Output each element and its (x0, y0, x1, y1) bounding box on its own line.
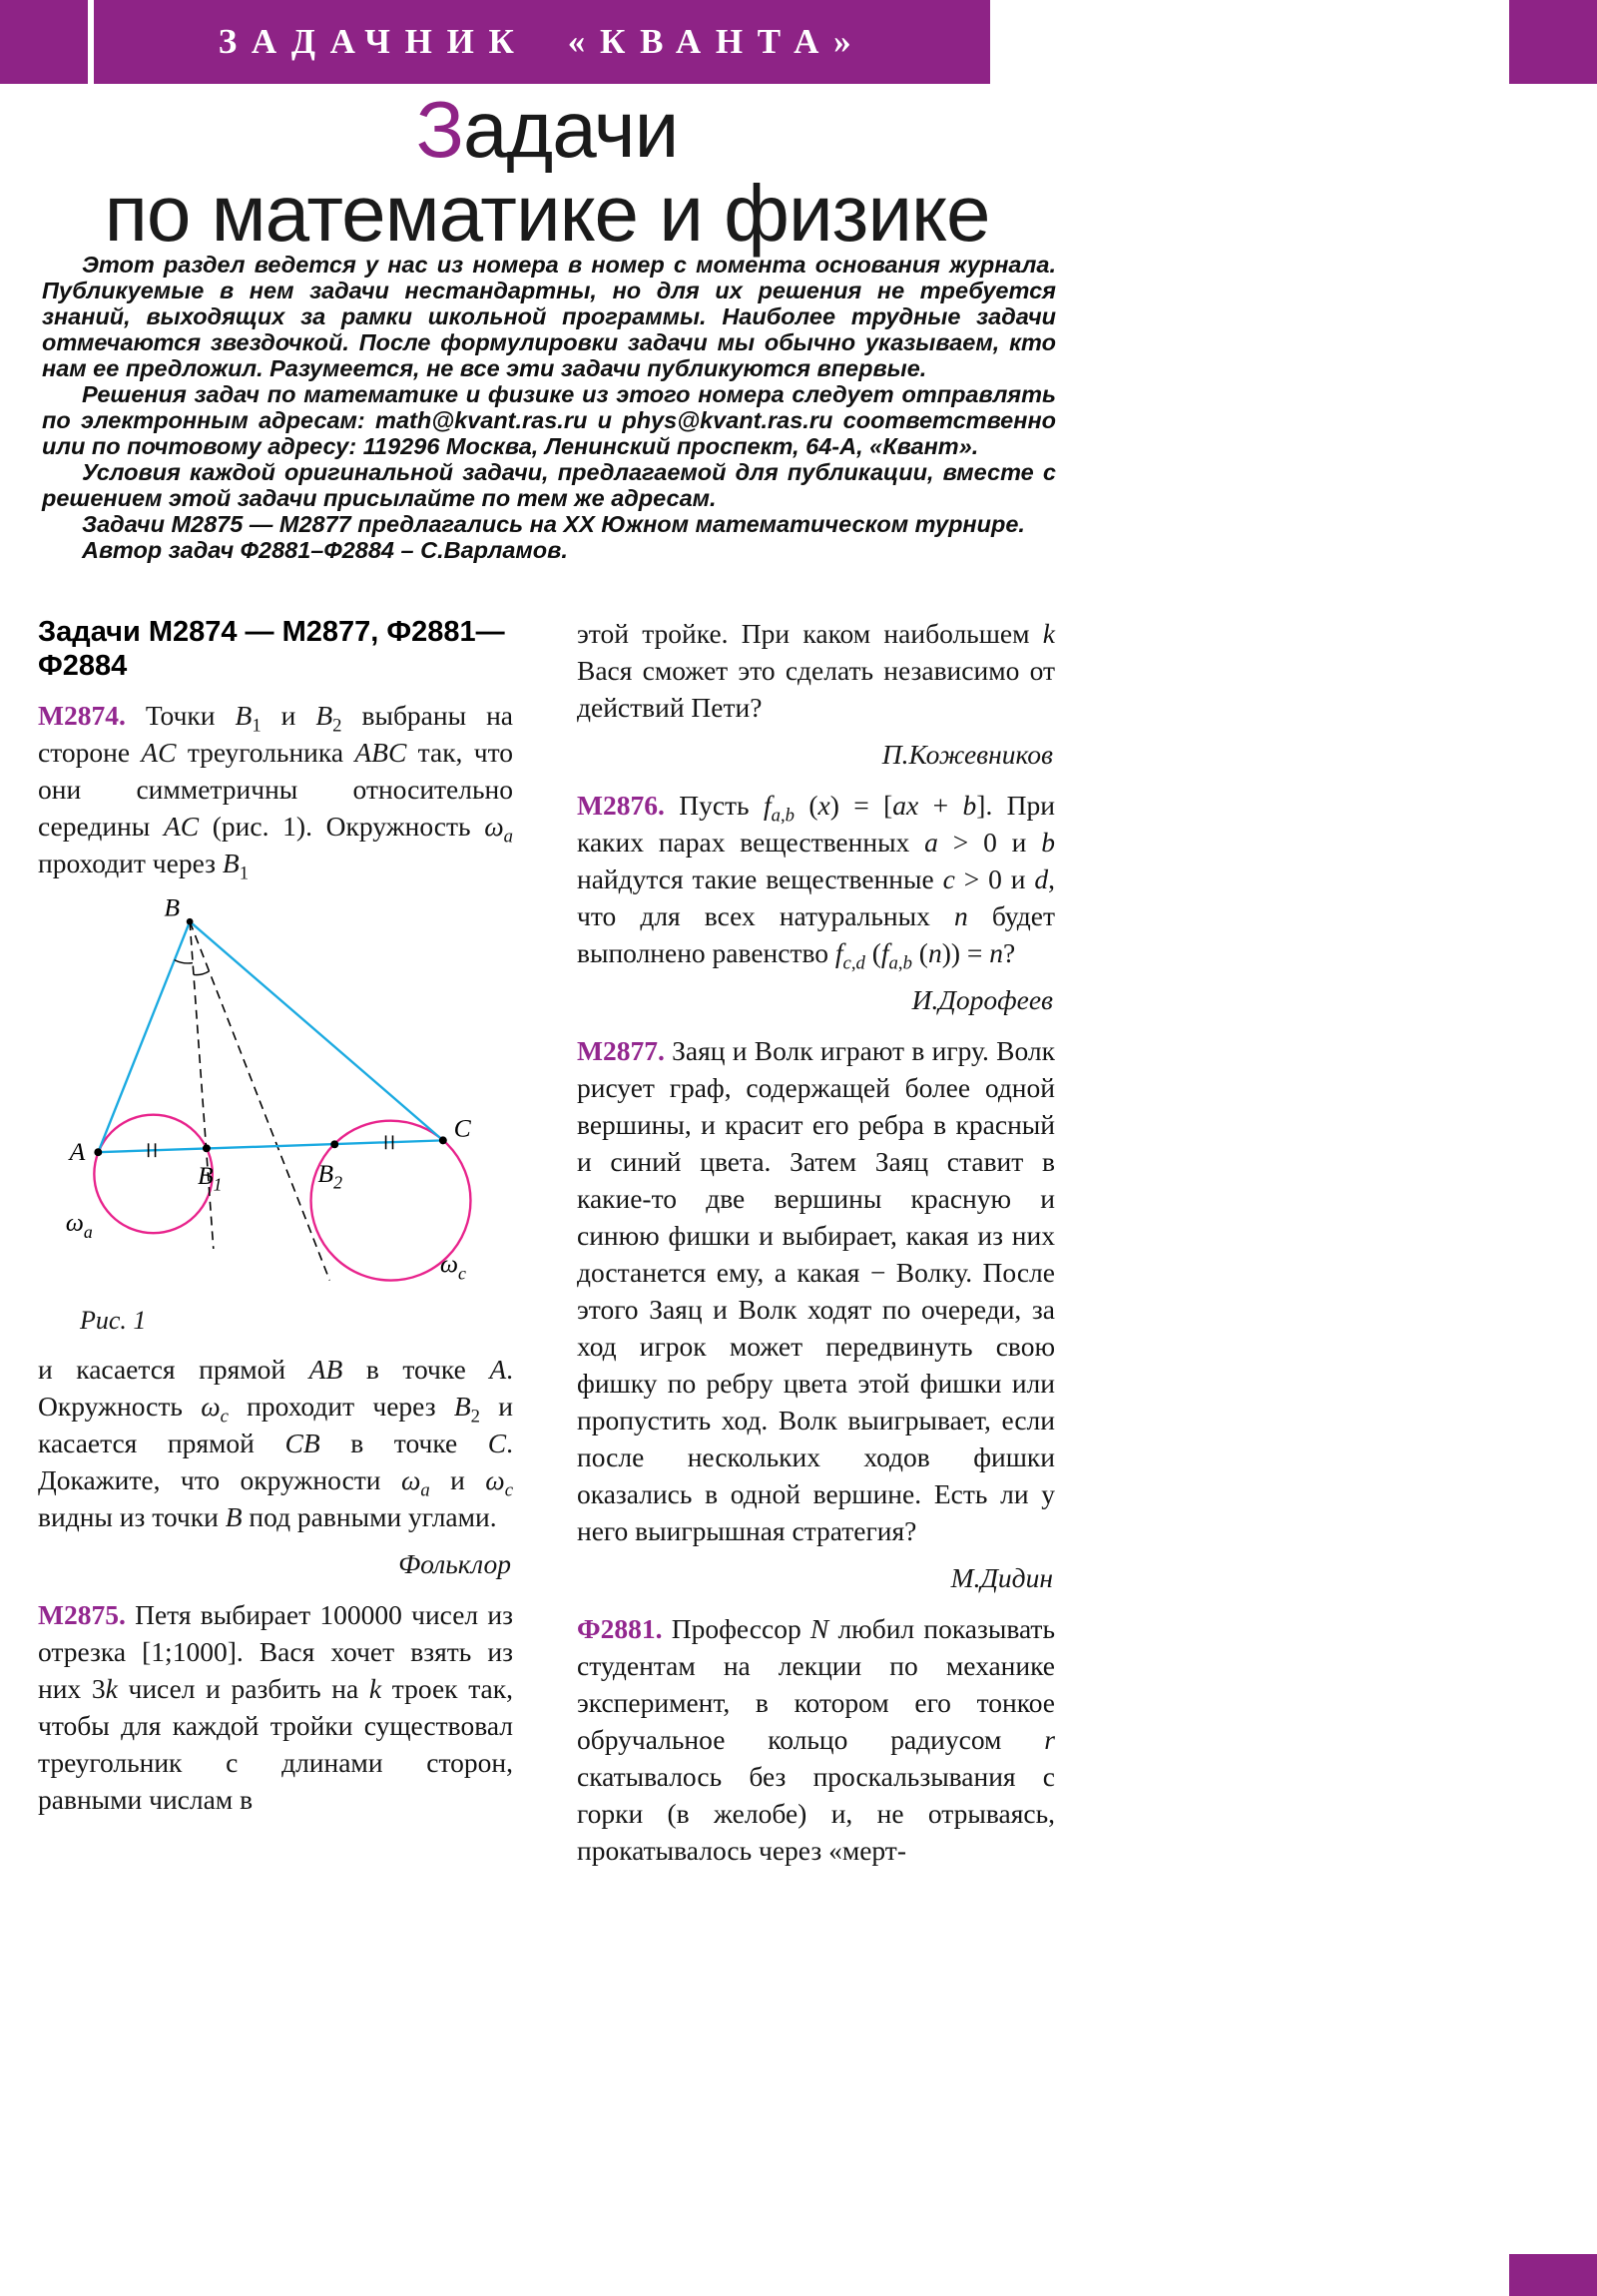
dashed-line-through-b1 (190, 921, 214, 1249)
corner-decoration-top-left (0, 0, 88, 84)
vertex-label-B: B (164, 893, 181, 922)
problem-m2875-text: Петя выбирает 100000 чисел из отрезка [1;1000]. Вася хочет взять из них 3k чисел и разбить на k троек так, чтобы для каждой тройки существовал треугольник с длинами сторон, равными числам в (38, 1599, 514, 1815)
intro-paragraph-3: Условия каждой оригинальной задачи, предлагаемой для публикации, вместе с решением этой задачи присылайте по тем же адресам. (42, 459, 1056, 511)
point-B (187, 918, 194, 925)
point-B1 (203, 1144, 211, 1152)
problem-m2877-label: М2877. (577, 1035, 665, 1066)
problem-m2877-author: М.Дидин (950, 1562, 1053, 1593)
right-column (577, 615, 1055, 1881)
problem-f2881-label: Ф2881. (577, 1613, 663, 1644)
circle-omega-a (94, 1115, 212, 1233)
problem-m2876 (577, 787, 1056, 974)
page-title-line1 (40, 85, 1054, 174)
point-A (94, 1148, 102, 1156)
problem-m2874 (38, 697, 513, 884)
point-label-B1: $B_1$ (198, 1160, 223, 1195)
corner-decoration-top-right (1509, 0, 1597, 84)
section-banner-title: ЗАДАЧНИК «КВАНТА» (218, 22, 866, 61)
vertex-label-C: C (453, 1113, 471, 1143)
problem-m2876-label: М2876. (577, 790, 665, 821)
problem-m2875-author: П.Кожевников (881, 739, 1053, 770)
intro-paragraph-2: Решения задач по математике и физике из этого номера следует отправлять по электронным адресам: math@kvant.ras.ru и phys@kvant.ras.ru соответственно или по почтовому адресу: 119296 Москва, Ленинский проспект, 64-А, «Квант». (42, 381, 1056, 459)
circle-label-omega-c: $\omega_c$ (439, 1249, 466, 1284)
intro-paragraph-5: Автор задач Ф2881–Ф2884 – С.Варламов. (82, 537, 568, 563)
side-BC (190, 921, 443, 1140)
side-AC (98, 1140, 443, 1152)
figure-1 (44, 893, 513, 1300)
problem-m2876-author: И.Дорофеев (911, 984, 1053, 1015)
problem-m2875 (38, 1596, 513, 1818)
title-line1-rest: адачи (463, 85, 679, 174)
page-title (40, 85, 1054, 258)
left-column (38, 615, 513, 1830)
point-B2 (330, 1140, 338, 1148)
problem-m2874-continuation: и касается прямой AB в точке A. Окружность $\omega_c$ проходит через $B_2$ и касается прямой CB в точке C. Докажите, что окружности $\omega_a$ и $\omega_c$ видны из точки B под равными углами. (38, 1354, 514, 1532)
circle-label-omega-a: $\omega_a$ (65, 1208, 93, 1243)
angle-arc-1 (175, 960, 193, 963)
problems-range-heading: Задачи М2874 — М2877, Ф2881—Ф2884 (38, 616, 505, 682)
figure-1-caption: Рис. 1 (80, 1306, 147, 1335)
title-accent-letter: З (415, 85, 464, 174)
problem-m2874-text: Точки $B_1$ и $B_2$ выбраны на стороне AC треугольника ABC так, что они симметричны относительно середины AC (рис. 1). Окружность $\omega_a$ проходит через $B_1$ (38, 700, 513, 884)
dashed-line-tangent (190, 921, 329, 1280)
problem-m2874-label: М2874. (38, 700, 126, 731)
problem-m2877-text: Заяц и Волк играют в игру. Волк рисует граф, содержащей более одной вершины, и красит его ребра в красный и синий цвета. Затем Заяц ставит в какие-то две вершины красную и синюю фишки и выбирает, какая из них достанется ему, а какая − Волку. После этого Заяц и Волк ходят по очереди, за ход игрок может передвинуть свою фишку по ребру цвета этой фишки или пропустить ход. Волк выигрывает, если после нескольких ходов фишки оказались в одной вершине. Есть ли у него выигрышная стратегия? (577, 1035, 1055, 1546)
problem-f2881 (577, 1610, 1055, 1869)
intro-paragraph-4: Задачи М2875 — М2877 предлагались на XX Южном математическом турнире. (82, 511, 1025, 537)
point-label-B2: $B_2$ (317, 1158, 343, 1193)
page-title-line2: по математике и физике (104, 169, 990, 258)
side-AB (98, 921, 190, 1152)
problem-m2877 (577, 1032, 1055, 1549)
angle-arc-2 (194, 971, 210, 975)
vertex-label-A: A (69, 1137, 86, 1167)
problem-m2874-author: Фольклор (398, 1548, 511, 1579)
problem-f2881-text: Профессор N любил показывать студентам на лекции по механике эксперимент, в котором его тонкое обручальное кольцо радиусом r скатывалось без проскальзывания с горки (в желобе) и, не отрываясь, прокатывалось через «мерт- (577, 1613, 1055, 1866)
figure-1-drawing (44, 893, 507, 1291)
problem-m2876-text: Пусть $f_{a,b}$ (x) = [ax + b]. При каких парах вещественных a > 0 и b найдутся такие вещественные c > 0 и d, что для всех натуральных n будет выполнено равенство $f_{c,d}$ ($f_{a,b}$ (n)) = n? (577, 790, 1056, 974)
intro-paragraph-1: Этот раздел ведется у нас из номера в номер с момента основания журнала. Публикуемые в нем задачи нестандартны, но для их решения не требуется знаний, выходящих за рамки школьной программы. Наиболее трудные задачи отмечаются звездочкой. После формулировки задачи мы обычно указываем, кто нам ее предложил. Разумеется, не все эти задачи публикуются впервые. (42, 252, 1056, 381)
section-banner (94, 0, 990, 84)
corner-decoration-bottom-right (1509, 2254, 1597, 2296)
intro-block (42, 252, 1056, 563)
point-C (439, 1136, 447, 1144)
problem-m2875-continuation: этой тройке. При каком наибольшем k Вася сможет это сделать независимо от действий Пети? (577, 618, 1055, 723)
problem-m2875-label: М2875. (38, 1599, 126, 1630)
